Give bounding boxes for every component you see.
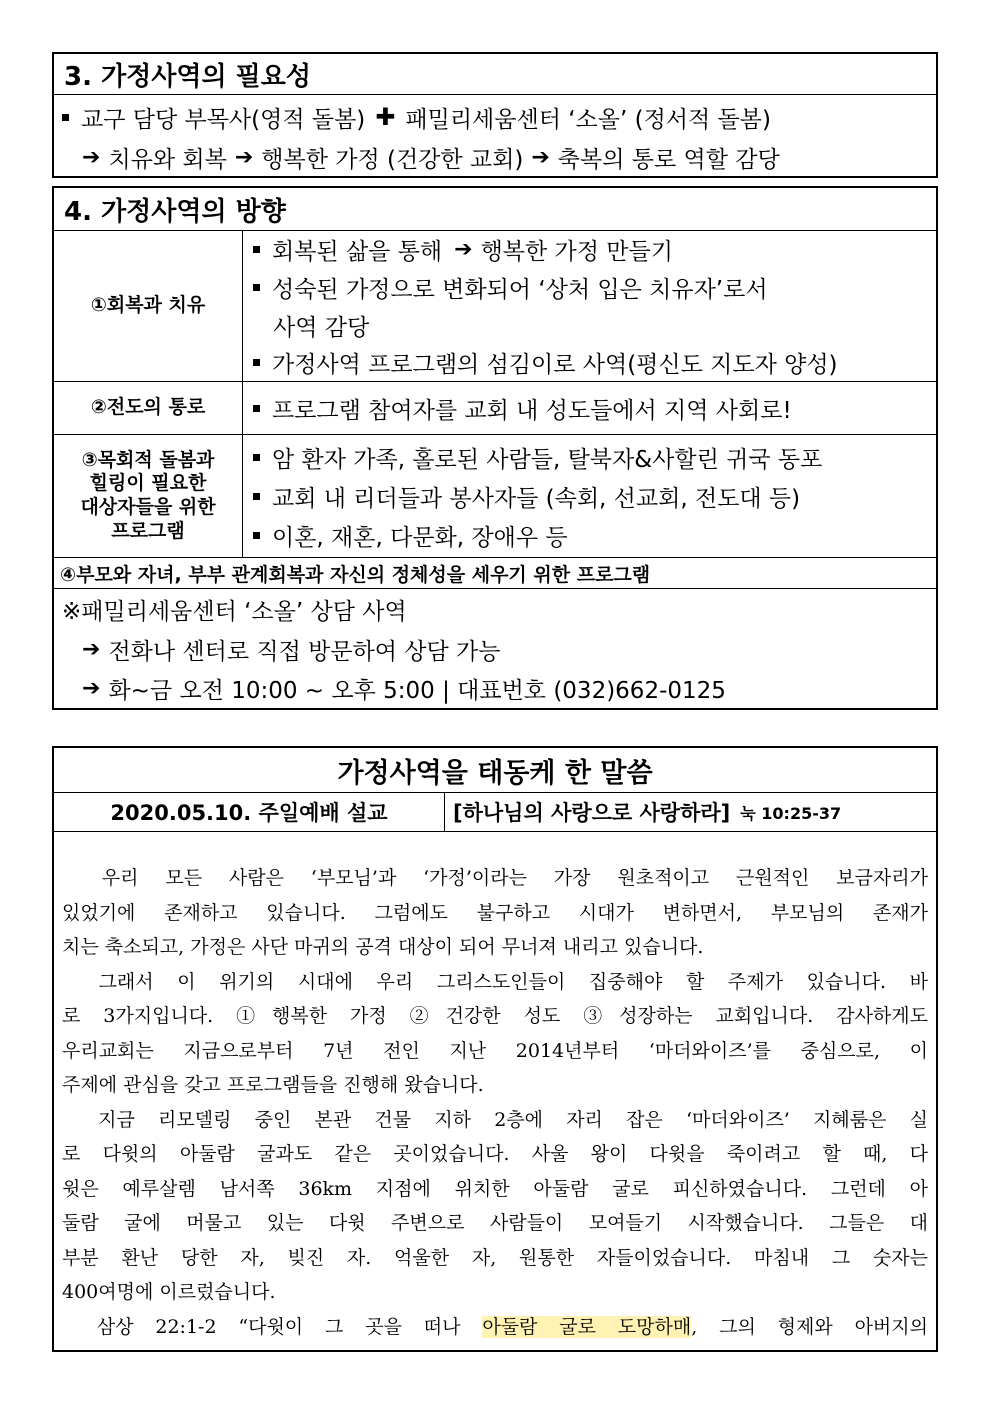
bullet-square-icon (253, 246, 260, 253)
bullet-square-icon (253, 405, 260, 412)
sermon-line: 지금 리모델링 중인 본관 건물 지하 2층에 자리 잡은 ‘마더와이즈’ 지혜룸은 실 (62, 1108, 928, 1131)
row-label-healing: ①회복과 치유 (54, 231, 243, 381)
bullet-square-icon (253, 359, 260, 366)
sermon-title: 가정사역을 태동케 한 말씀 (54, 748, 936, 793)
section-direction-title: 4. 가정사역의 방향 (54, 188, 936, 231)
bullet-square-icon (253, 532, 260, 539)
counseling-note-title: ※패밀리세움센터 ‘소올’ 상담 사역 (62, 598, 407, 625)
section-necessity (52, 52, 938, 178)
sermon-line: 그래서 이 위기의 시대에 우리 그리스도인들이 집중해야 할 주제가 있습니다. 바 (62, 970, 928, 993)
direction-row-healing (54, 231, 936, 382)
arrow-right-icon: ➔ (82, 144, 101, 170)
list-item: 가정사역 프로그램의 섬김이로 사역(평신도 지도자 양성) (253, 343, 936, 381)
bullet-square-icon (253, 284, 260, 291)
plus-icon: ✚ (375, 103, 396, 131)
bullet-square-icon (62, 114, 69, 121)
sermon-line: 400여명에 이르렀습니다. (62, 1281, 276, 1303)
counseling-note-line: ➔ 화~금 오전 10:00 ~ 오후 5:00 | 대표번호 (032)662-0125 (82, 675, 726, 704)
list-item: 이혼, 재혼, 다문화, 장애우 등 (253, 515, 936, 555)
arrow-right-icon: ➔ (454, 236, 473, 262)
necessity-line-1: 교구 담당 부목사(영적 돌봄) ✚ 패밀리세움센터 ‘소올’ (정서적 돌봄) (54, 97, 936, 137)
list-item: 성숙된 가정으로 변화되어 ‘상처 입은 치유자’로서 (253, 267, 936, 307)
bullet-square-icon (253, 493, 260, 500)
sermon-line-quote: 삼상 22:1-2 “다윗이 그 곳을 떠나 아둘람 굴로 도망하매, 그의 형제와 아버지의 (62, 1315, 928, 1338)
direction-row-evangelism (54, 382, 936, 435)
list-item: 암 환자 가족, 홀로된 사람들, 탈북자&사할린 귀국 동포 (253, 437, 936, 477)
arrow-right-icon: ➔ (531, 144, 550, 170)
sermon-info (54, 793, 936, 832)
sermon-line: 주제에 관심을 갖고 프로그램들을 진행해 왔습니다. (62, 1074, 484, 1096)
bullet-square-icon (253, 454, 260, 461)
necessity-line-2: ➔ 치유와 회복 ➔ 행복한 가정 (건강한 교회) ➔ 축복의 통로 역할 감당 (82, 144, 780, 173)
sermon-body (54, 832, 936, 1344)
sermon-line: 로 다윗의 아둘람 굴과도 같은 곳이었습니다. 사울 왕이 다윗을 죽이려고 할 때, 다 (62, 1143, 928, 1165)
sermon-reference: 눅 10:25-37 (740, 803, 842, 823)
direction-row-care (54, 435, 936, 558)
counseling-note (54, 589, 936, 707)
sermon-subject: [하나님의 사랑으로 사랑하라] (453, 801, 731, 825)
row-label-care: ③목회적 돌봄과 힐링이 필요한 대상자들을 위한 프로그램 (54, 435, 243, 557)
section-sermon (52, 746, 938, 1352)
sermon-line: 부분 환난 당한 자, 빚진 자. 억울한 자, 원통한 자들이었습니다. 마침내 그 숫자는 (62, 1246, 928, 1269)
sermon-line: 우리 모든 사람은 ‘부모님’과 ‘가정’이라는 가장 원초적이고 근원적인 보금자리가 (62, 867, 928, 889)
section-direction (52, 186, 938, 710)
sermon-line: 있었기에 존재하고 있습니다. 그럼에도 불구하고 시대가 변하면서, 부모님의 존재가 (62, 901, 928, 924)
list-item-continuation: 사역 감당 (273, 314, 370, 341)
sermon-line: 치는 축소되고, 가정은 사단 마귀의 공격 대상이 되어 무너져 내리고 있습니다. (62, 936, 704, 958)
sermon-date: 2020.05.10. 주일예배 설교 (54, 793, 445, 831)
highlighted-text: 아둘람 굴로 도망하매 (482, 1315, 692, 1338)
list-item: 프로그램 참여자를 교회 내 성도들에서 지역 사회로! (253, 382, 936, 434)
arrow-right-icon: ➔ (82, 636, 101, 662)
sermon-line: 윗은 예루살렘 남서쪽 36km 지점에 위치한 아둘람 굴로 피신하였습니다. 그런데 아 (62, 1177, 928, 1200)
counseling-note-line: ➔ 전화나 센터로 직접 방문하여 상담 가능 (82, 636, 501, 665)
section-necessity-title: 3. 가정사역의 필요성 (54, 54, 936, 95)
arrow-right-icon: ➔ (82, 675, 101, 701)
direction-row-relationship: ④부모와 자녀, 부부 관계회복과 자신의 정체성을 세우기 위한 프로그램 (54, 558, 936, 589)
sermon-line: 로 3가지입니다. ①행복한 가정 ②건강한 성도 ③성장하는 교회입니다. 감사하게도 (62, 1005, 928, 1027)
arrow-right-icon: ➔ (234, 144, 254, 170)
sermon-line: 우리교회는 지금으로부터 7년 전인 지난 2014년부터 ‘마더와이즈’를 중심으로, 이 (62, 1039, 928, 1062)
list-item: 교회 내 리더들과 봉사자들 (속회, 선교회, 전도대 등) (253, 477, 936, 515)
row-label-evangelism: ②전도의 통로 (54, 382, 243, 434)
sermon-line: 둘람 굴에 머물고 있는 다윗 주변으로 사람들이 모여들기 시작했습니다. 그들은 대 (62, 1212, 928, 1234)
list-item: 회복된 삶을 통해 ➔ 행복한 가정 만들기 (253, 231, 936, 267)
